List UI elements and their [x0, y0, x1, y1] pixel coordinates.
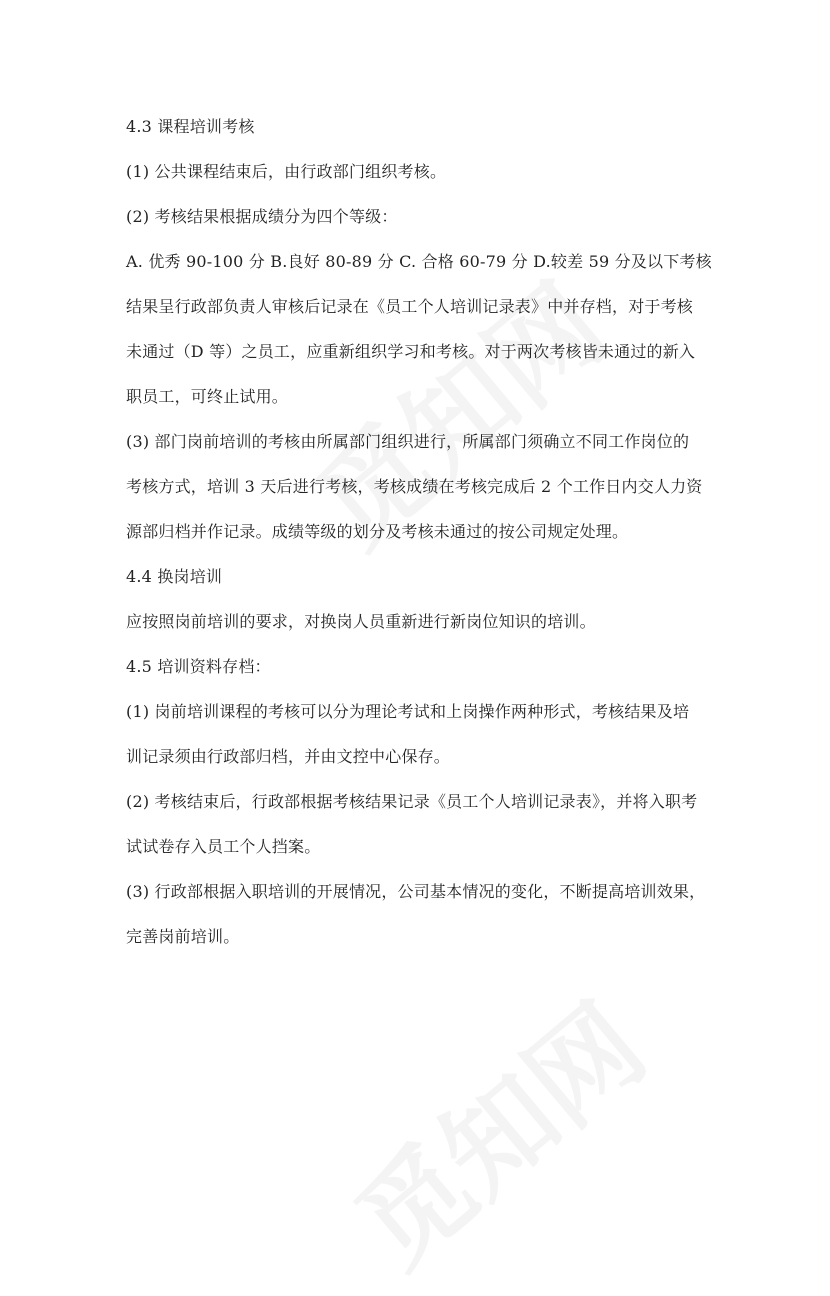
paragraph-line: 完善岗前培训。: [126, 927, 240, 946]
paragraph-line: 职员工，可终止试用。: [126, 387, 289, 406]
paragraph-line: (1) 公共课程结束后，由行政部门组织考核。: [126, 162, 447, 181]
paragraph-line: (1) 岗前培训课程的考核可以分为理论考试和上岗操作两种形式，考核结果及培: [126, 702, 690, 721]
paragraph-line: (3) 部门岗前培训的考核由所属部门组织进行，所属部门须确立不同工作岗位的: [126, 432, 690, 451]
paragraph-line: A. 优秀 90-100 分 B.良好 80-89 分 C. 合格 60-79 分 D.较差 59 分及以下考核: [126, 252, 712, 271]
paragraph-line: (2) 考核结束后，行政部根据考核结果记录《员工个人培训记录表》，并将入职考: [126, 792, 698, 811]
document-body: [126, 104, 711, 959]
section-heading-4-4: 4.4 换岗培训: [126, 567, 223, 586]
section-heading-4-3: 4.3 课程培训考核: [126, 117, 255, 136]
watermark: [318, 962, 672, 1295]
paragraph-line: 未通过（D 等）之员工，应重新组织学习和考核。对于两次考核皆未通过的新入: [126, 342, 696, 361]
paragraph-line: 训记录须由行政部归档，并由文控中心保存。: [126, 747, 451, 766]
paragraph-line: 考核方式，培训 3 天后进行考核，考核成绩在考核完成后 2 个工作日内交人力资: [126, 477, 703, 496]
paragraph-line: (3) 行政部根据入职培训的开展情况，公司基本情况的变化，不断提高培训效果，: [126, 882, 706, 901]
paragraph-line: (2) 考核结果根据成绩分为四个等级：: [126, 207, 398, 226]
paragraph-line: 结果呈行政部负责人审核后记录在《员工个人培训记录表》中并存档，对于考核: [126, 297, 694, 316]
paragraph-line: 试试卷存入员工个人挡案。: [126, 837, 321, 856]
paragraph-line: 源部归档并作记录。成绩等级的划分及考核未通过的按公司规定处理。: [126, 522, 629, 541]
section-heading-4-5: 4.5 培训资料存档：: [126, 657, 271, 676]
paragraph-line: 应按照岗前培训的要求，对换岗人员重新进行新岗位知识的培训。: [126, 612, 596, 631]
